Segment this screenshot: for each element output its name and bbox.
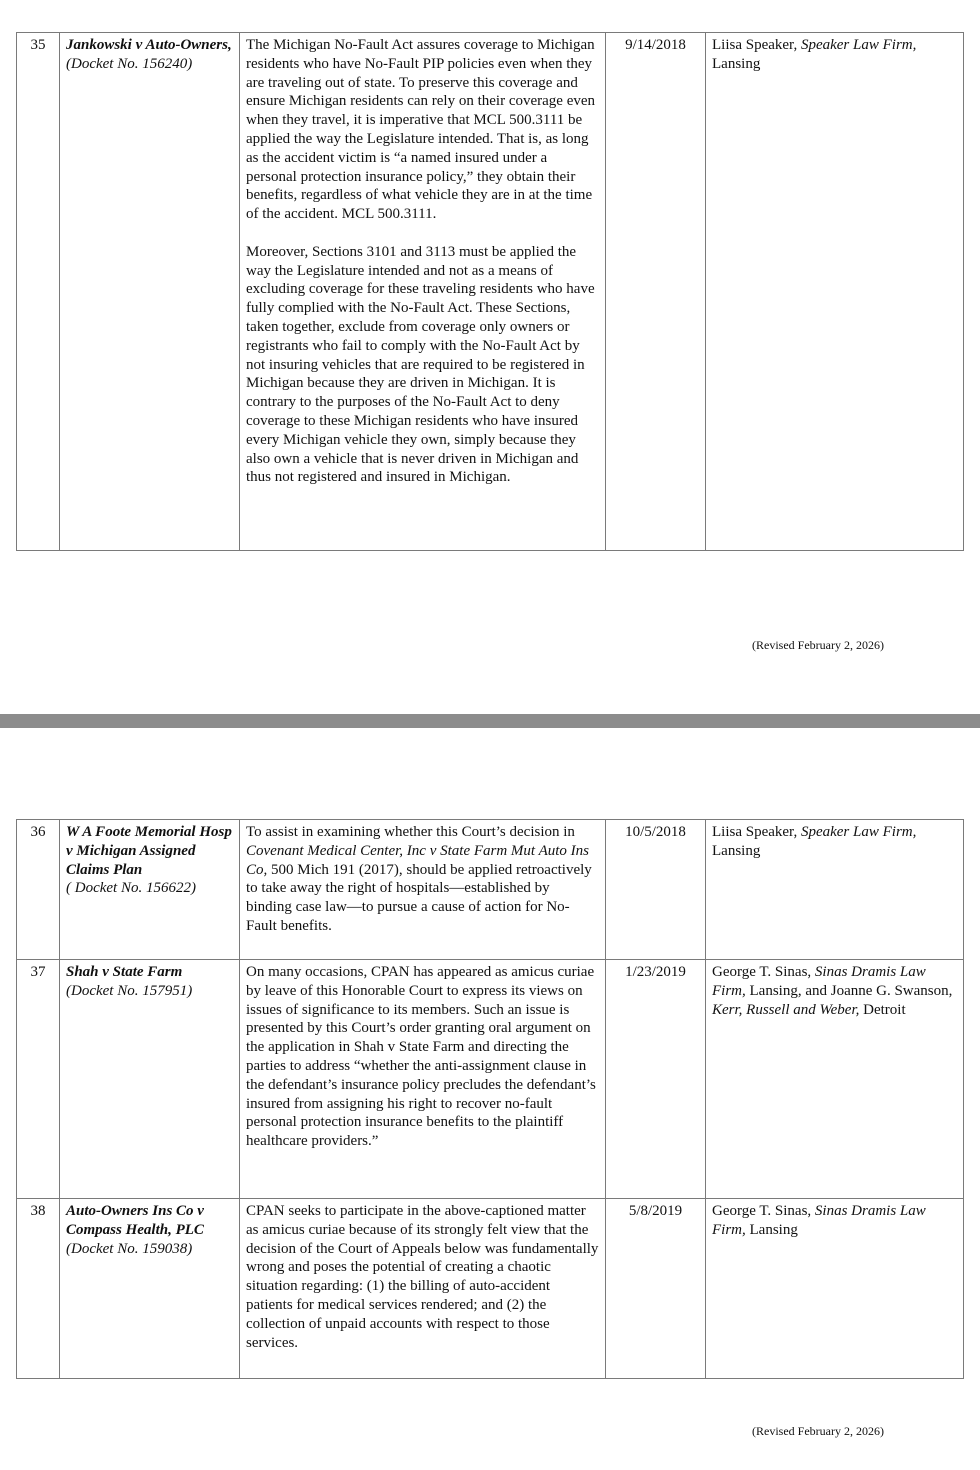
- counsel-cell: [706, 33, 964, 551]
- case-name: Shah v State Farm: [66, 964, 183, 980]
- description-paragraph: The Michigan No-Fault Act assures coverage to Michigan residents who have No-Fault PIP policies even when they are traveling out of state. To preserve this coverage and ensure Michigan residents can rely on their coverage even when they travel, it is imperative that MCL 500.3111 be applied the way the Legislature intended. That is, as long as the accident victim is “a named insured under a personal protection insurance policy,” they obtain their benefits, regardless of what vehicle they are in at the time of the accident. MCL 500.3111.: [246, 37, 596, 223]
- counsel-city: Detroit: [863, 1001, 906, 1018]
- amicus-table: [16, 32, 964, 551]
- row-number: 36: [17, 820, 60, 960]
- filing-date: 1/23/2019: [606, 960, 706, 1199]
- filing-date: 5/8/2019: [606, 1199, 706, 1379]
- counsel-city: Lansing: [712, 55, 761, 72]
- case-cell: [60, 33, 240, 551]
- docket-number: (Docket No. 157951): [66, 982, 193, 999]
- counsel-name: Liisa Speaker,: [712, 37, 798, 53]
- row-number: 38: [17, 1199, 60, 1379]
- revision-note: (Revised February 2, 2026): [752, 1424, 884, 1438]
- counsel-firm: Sinas Dramis Law Firm,: [712, 964, 926, 999]
- counsel-cell: [706, 960, 964, 1199]
- counsel-cell: [706, 1199, 964, 1379]
- counsel-city: Lansing: [749, 1221, 798, 1238]
- filing-date: 10/5/2018: [606, 820, 706, 960]
- description-cell: [240, 820, 606, 960]
- case-name: Auto-Owners Ins Co v Compass Health, PLC: [66, 1203, 204, 1238]
- description-cell: On many occasions, CPAN has appeared as amicus curiae by leave of this Honorable Court to express its views on issues of significance to its members. Such an issue is presented by this Court’s order granting oral argument on the application in Shah v State Farm and directing the parties to address “whether the anti-assignment clause in the defendant’s insurance policy precludes the defendant’s insured from assigning his right to recover no-fault personal protection insurance benefits to the plaintiff healthcare providers.”: [240, 960, 606, 1199]
- row-number: 37: [17, 960, 60, 1199]
- case-name: Jankowski v Auto-Owners,: [66, 37, 232, 53]
- filing-date: 9/14/2018: [606, 33, 706, 551]
- docket-number: (Docket No. 156240): [66, 55, 193, 72]
- revision-note: (Revised February 2, 2026): [752, 638, 884, 652]
- description-paragraph: Moreover, Sections 3101 and 3113 must be applied the way the Legislature intended and not as a means of excluding coverage for these traveling residents who have fully complied with the No-Fault Act. These Sections, taken together, exclude from coverage only owners or registrants who fail to comply with the No-Fault Act by not insuring vehicles that are required to be registered in Michigan because they are driven in Michigan. It is contrary to the purposes of the No-Fault Act to deny coverage to these Michigan residents who have insured every Michigan vehicle they own, simply because they also own a vehicle that is never driven in Michigan and thus not registered and insured in Michigan.: [246, 243, 595, 486]
- description-text: 500 Mich 191 (2017), should be applied retroactively to take away the right of hospitals—established by binding case law—to pursue a cause of action for No-Fault benefits.: [246, 861, 592, 934]
- document-page-1: [0, 0, 980, 714]
- counsel-firm: Speaker Law Firm,: [800, 824, 917, 840]
- counsel-city: Lansing: [712, 842, 761, 859]
- case-name: W A Foote Memorial Hosp v Michigan Assigned Claims Plan: [66, 824, 232, 878]
- case-cell: [60, 820, 240, 960]
- amicus-table: [16, 819, 964, 1379]
- description-cell: [240, 33, 606, 551]
- counsel-name: Liisa Speaker,: [712, 824, 798, 840]
- table-row: [17, 33, 964, 551]
- case-cell: [60, 1199, 240, 1379]
- counsel-firm: Kerr, Russell and Weber,: [712, 1001, 860, 1018]
- table-row: [17, 820, 964, 960]
- counsel-cell: [706, 820, 964, 960]
- counsel-name: Lansing, and Joanne G. Swanson,: [749, 982, 953, 999]
- case-cell: [60, 960, 240, 1199]
- counsel-firm: Speaker Law Firm,: [800, 37, 917, 53]
- counsel-name: George T. Sinas,: [712, 964, 812, 980]
- table-row: [17, 1199, 964, 1379]
- description-text: To assist in examining whether this Court’s decision in: [246, 824, 575, 840]
- counsel-firm: Sinas Dramis Law Firm,: [712, 1203, 926, 1238]
- counsel-name: George T. Sinas,: [712, 1203, 812, 1219]
- docket-number: ( Docket No. 156622): [66, 880, 196, 897]
- table-row: [17, 960, 964, 1199]
- page-separator: [0, 714, 980, 728]
- document-page-2: [0, 728, 980, 1470]
- row-number: 35: [17, 33, 60, 551]
- description-cell: CPAN seeks to participate in the above-captioned matter as amicus curiae because of its strongly felt view that the decision of the Court of Appeals below was fundamentally wrong and poses the potential of creating a chaotic situation regarding: (1) the billing of auto-accident patients for medical services rendered; and (2) the collection of unpaid accounts with respect to those services.: [240, 1199, 606, 1379]
- cited-case: Covenant Medical Center, Inc v State Farm Mut Auto Ins Co,: [246, 842, 589, 878]
- docket-number: (Docket No. 159038): [66, 1240, 193, 1257]
